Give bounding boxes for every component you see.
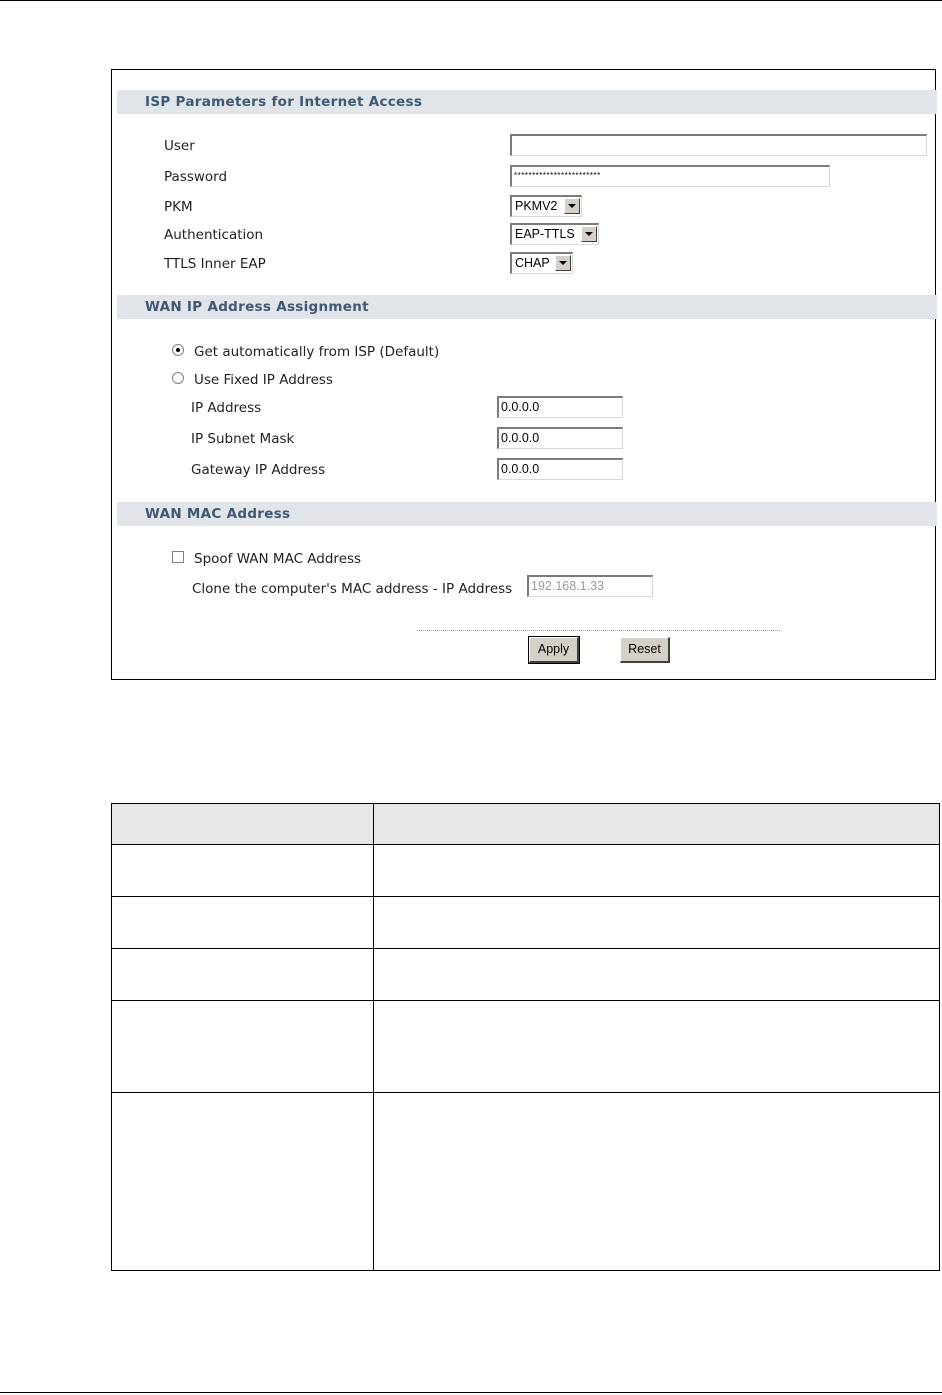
auto-ip-radio[interactable] bbox=[172, 344, 184, 356]
table-header-description-cell bbox=[374, 804, 940, 845]
pkm-select[interactable] bbox=[510, 195, 582, 217]
ip-address-input[interactable]: 0.0.0.0 bbox=[497, 396, 623, 418]
auto-ip-label[interactable]: Get automatically from ISP (Default) bbox=[194, 344, 440, 360]
reset-button[interactable]: Reset bbox=[620, 637, 670, 663]
table-row bbox=[112, 1093, 940, 1271]
ttls-inner-eap-select[interactable] bbox=[510, 252, 573, 274]
table-cell bbox=[374, 1001, 940, 1093]
authentication-label: Authentication bbox=[164, 227, 264, 243]
table-cell bbox=[112, 1001, 374, 1093]
table-cell bbox=[374, 1093, 940, 1271]
table-cell bbox=[374, 949, 940, 1001]
table-row bbox=[112, 897, 940, 949]
table-header-label-cell bbox=[112, 804, 374, 845]
apply-button[interactable]: Apply bbox=[529, 637, 579, 663]
table-row bbox=[112, 845, 940, 897]
chevron-down-icon[interactable] bbox=[555, 255, 571, 271]
pkm-select-value: PKMV2 bbox=[515, 199, 558, 213]
wan-ip-section-header bbox=[117, 295, 937, 319]
chevron-down-icon[interactable] bbox=[564, 198, 580, 214]
table-cell bbox=[112, 1093, 374, 1271]
user-input[interactable] bbox=[510, 134, 927, 156]
wan-mac-section-header bbox=[117, 502, 937, 526]
ip-address-label: IP Address bbox=[191, 400, 262, 416]
isp-section-title: ISP Parameters for Internet Access bbox=[145, 94, 423, 110]
subnet-mask-input[interactable]: 0.0.0.0 bbox=[497, 427, 623, 449]
fixed-ip-label[interactable]: Use Fixed IP Address bbox=[194, 372, 333, 388]
fixed-ip-radio[interactable] bbox=[172, 372, 184, 384]
authentication-select-value: EAP-TTLS bbox=[515, 227, 575, 241]
table-cell bbox=[112, 845, 374, 897]
spoof-mac-checkbox[interactable] bbox=[172, 551, 184, 563]
user-label: User bbox=[164, 138, 195, 154]
table-row bbox=[112, 1001, 940, 1093]
isp-section-header bbox=[117, 90, 937, 114]
subnet-mask-label: IP Subnet Mask bbox=[191, 431, 295, 447]
wan-mac-section-title: WAN MAC Address bbox=[145, 506, 291, 522]
password-input[interactable]: ************************ bbox=[510, 165, 830, 187]
ttls-inner-eap-label: TTLS Inner EAP bbox=[164, 256, 266, 272]
authentication-select[interactable] bbox=[510, 223, 599, 245]
chevron-down-icon[interactable] bbox=[581, 226, 597, 242]
page-bottom-rule bbox=[0, 1392, 942, 1393]
wan-ip-section-title: WAN IP Address Assignment bbox=[145, 299, 369, 315]
table-cell bbox=[112, 949, 374, 1001]
button-divider bbox=[417, 630, 780, 631]
gateway-input[interactable]: 0.0.0.0 bbox=[497, 458, 623, 480]
ttls-inner-eap-select-value: CHAP bbox=[515, 256, 550, 270]
pkm-label: PKM bbox=[164, 199, 193, 215]
gateway-label: Gateway IP Address bbox=[191, 462, 326, 478]
clone-mac-label: Clone the computer's MAC address - IP Address bbox=[192, 581, 513, 597]
field-description-table bbox=[111, 803, 940, 1271]
table-cell bbox=[112, 897, 374, 949]
table-row bbox=[112, 949, 940, 1001]
page-top-rule bbox=[0, 0, 942, 1]
table-header-row bbox=[112, 804, 940, 845]
password-label: Password bbox=[164, 169, 228, 185]
table-cell bbox=[374, 845, 940, 897]
clone-ip-input[interactable]: 192.168.1.33 bbox=[527, 575, 653, 597]
table-cell bbox=[374, 897, 940, 949]
spoof-mac-label[interactable]: Spoof WAN MAC Address bbox=[194, 551, 362, 567]
wan-settings-panel bbox=[111, 69, 936, 680]
